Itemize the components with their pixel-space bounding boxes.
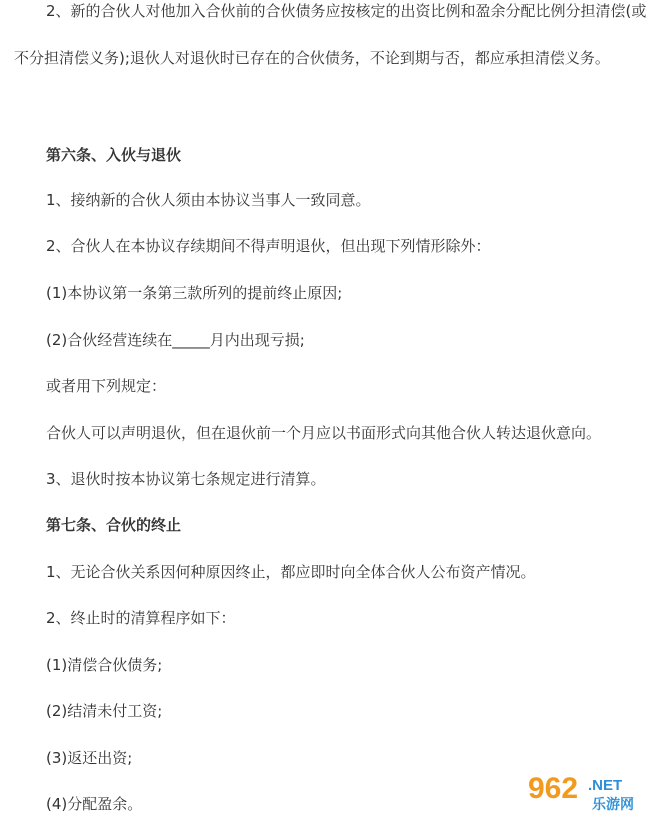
clause-line: 1、无论合伙关系因何种原因终止，都应即时向全体合伙人公布资产情况。	[46, 563, 536, 581]
clause-line: 2、合伙人在本协议存续期间不得声明退伙，但出现下列情形除外：	[46, 237, 491, 255]
clause-line: (3)返还出资;	[46, 749, 133, 767]
watermark-suffix: .NET	[588, 777, 623, 794]
watermark-cn: 乐游网	[592, 797, 634, 813]
clause-line: (1)清偿合伙债务;	[46, 656, 163, 674]
clause-line: (4)分配盈余。	[46, 795, 143, 813]
paragraph-intro: 2、新的合伙人对他加入合伙前的合伙债务应按核定的出资比例和盈余分配比例分担清偿(或不分担清偿义务);退伙人对退伙时已存在的合伙债务，不论到期与否，都应承担清偿义务。	[14, 2, 647, 67]
clause-line: 或者用下列规定：	[46, 377, 167, 395]
clause-line: 合伙人可以声明退伙，但在退伙前一个月应以书面形式向其他合伙人转达退伙意向。	[46, 424, 602, 442]
clause-line: 3、退伙时按本协议第七条规定进行清算。	[46, 470, 326, 488]
watermark-number: 962	[528, 772, 579, 805]
clause-line: 2、终止时的清算程序如下：	[46, 609, 236, 627]
clause-line: (1)本协议第一条第三款所列的提前终止原因;	[46, 284, 343, 302]
site-watermark-logo	[526, 768, 654, 814]
section-heading-6: 第六条、入伙与退伙	[46, 146, 182, 164]
clause-line: (2)合伙经营连续在_____月内出现亏损;	[46, 331, 305, 349]
section-heading-7: 第七条、合伙的终止	[46, 516, 182, 534]
clause-line: 1、接纳新的合伙人须由本协议当事人一致同意。	[46, 191, 371, 209]
clause-line: (2)结清未付工资;	[46, 702, 163, 720]
